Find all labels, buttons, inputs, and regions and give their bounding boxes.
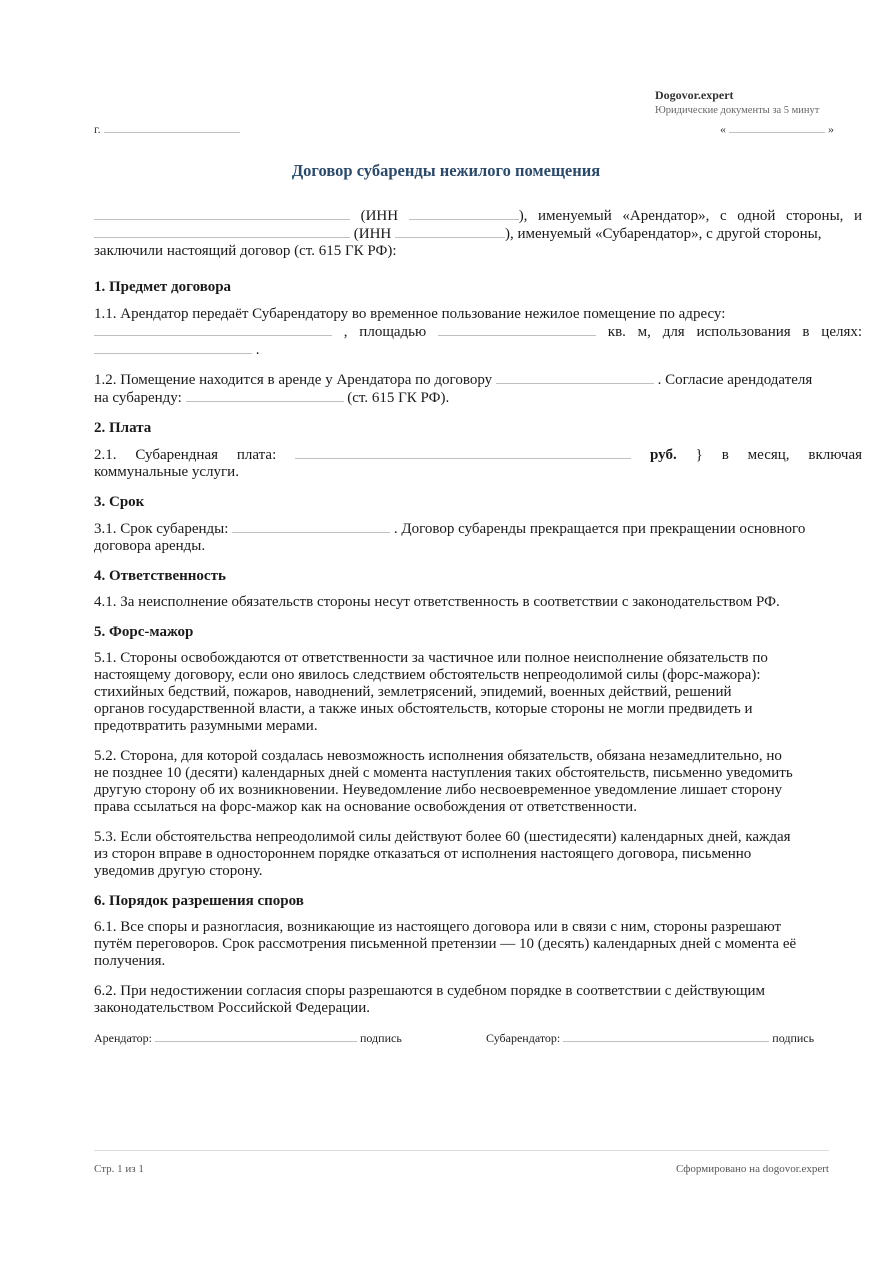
clause-5-2: 5.2. Сторона, для которой создалась невозможность исполнения обязательств, обязана незамедлительно, но не позднее 10 (десяти) календарных дней с момента наступления таких обстоятельств, письменно уведомить другую сторону об их возникновении. Неуведомление либо несвоевременное уведомление лишает сторону права ссылаться на форс-мажор как на основание освобождения от ответственности. <box>94 748 793 815</box>
term-blank <box>232 520 390 533</box>
clause-1-1-line-2: , площадью кв. м, для использования в целях: <box>94 323 862 341</box>
generated-by: Сформировано на dogovor.expert <box>675 1163 829 1175</box>
signature-left-caption: подпись <box>359 1031 402 1045</box>
parties-line-1: (ИНН ), именуемый «Арендатор», с одной стороны, и <box>94 207 862 225</box>
city-blank <box>104 120 240 133</box>
date-close-quote: » <box>828 122 834 136</box>
date-blank <box>729 120 825 133</box>
brand-name: Dogovor.expert <box>655 88 734 102</box>
clause-3-1-line-1: 3.1. Срок субаренды: . Договор субаренды прекращается при прекращении основного <box>94 521 806 537</box>
clause-2-1-line-1: 2.1. Субарендная плата: руб. } в месяц, включая <box>94 447 863 463</box>
date-open-quote: « <box>720 122 726 136</box>
consent-blank <box>186 389 344 402</box>
address-blank <box>94 323 332 336</box>
main-lease-blank <box>496 371 654 384</box>
party1-inn-blank <box>409 207 519 220</box>
signature-right <box>486 1029 814 1046</box>
clause-6-2: 6.2. При недостижении согласия споры разрешаются в судебном порядке в соответствии с действующим законодательством Российской Федерации. <box>94 983 766 1016</box>
clause-1-2-line-1: 1.2. Помещение находится в аренде у Арендатора по договору . Согласие арендодателя <box>94 372 813 388</box>
signature-left <box>94 1029 402 1046</box>
brand-tagline: Юридические документы за 5 минут <box>655 105 820 116</box>
signature-right-label: Субарендатор: <box>486 1031 561 1045</box>
brand-block <box>655 88 855 118</box>
purpose-blank <box>94 341 252 354</box>
parties-line-3: заключили настоящий договор (ст. 615 ГК РФ): <box>94 243 397 259</box>
section-4-heading: 4. Ответственность <box>94 568 226 584</box>
party2-name-blank <box>94 225 350 238</box>
city-prefix: г. <box>94 122 101 136</box>
currency-label: руб. <box>650 447 677 463</box>
clause-6-1: 6.1. Все споры и разногласия, возникающие из настоящего договора или в связи с ним, стороны разрешают путём переговоров. Срок рассмотрения письменной претензии — 10 (десять) календарных дней с момента её получения. <box>94 919 797 969</box>
section-1-heading: 1. Предмет договора <box>94 279 232 295</box>
signature-left-label: Арендатор: <box>94 1031 152 1045</box>
rent-amount-blank <box>295 446 631 459</box>
clause-2-1-line-2: коммунальные услуги. <box>94 464 239 480</box>
section-6-heading: 6. Порядок разрешения споров <box>94 893 304 909</box>
section-2-heading: 2. Плата <box>94 420 152 436</box>
parties-line-2: (ИНН ), именуемый «Субарендатор», с другой стороны, <box>94 225 862 243</box>
page-number: Стр. 1 из 1 <box>94 1163 144 1175</box>
signature-right-caption: подпись <box>772 1031 815 1045</box>
signature-right-blank <box>563 1029 769 1042</box>
clause-3-1-line-2: договора аренды. <box>94 538 206 554</box>
clause-5-1: 5.1. Стороны освобождаются от ответственности за частичное или полное неисполнение обязательств по настоящему договору, если оно явилось следствием обстоятельств непреодолимой силы (форс-мажора): стихийных бедствий, пожаров, наводнений, землетрясений, эпидемий, военных действий, решений органов государственной власти, а также иных обстоятельств, которые стороны не могли предвидеть и предотвратить разумными мерами. <box>94 650 768 734</box>
clause-4-1: 4.1. За неисполнение обязательств стороны несут ответственность в соответствии с законодательством РФ. <box>94 594 780 610</box>
clause-5-3: 5.3. Если обстоятельства непреодолимой силы действуют более 60 (шестидесяти) календарных дней, каждая из сторон вправе в одностороннем порядке отказаться от исполнения настоящего договора, письменно уведомив другую сторону. <box>94 829 791 879</box>
party2-inn-blank <box>395 225 505 238</box>
footer-divider <box>94 1150 829 1151</box>
clause-1-1-line-1: 1.1. Арендатор передаёт Субарендатору во временное пользование нежилое помещение по адресу: <box>94 306 726 322</box>
city-field <box>94 120 240 137</box>
area-blank <box>438 323 596 336</box>
date-field <box>720 120 834 137</box>
document-body <box>94 207 862 1017</box>
signature-left-blank <box>155 1029 357 1042</box>
party1-name-blank <box>94 207 350 220</box>
section-5-heading: 5. Форс-мажор <box>94 624 194 640</box>
clause-1-1-line-3: . <box>94 341 862 359</box>
document-title: Договор субаренды нежилого помещения <box>291 161 601 180</box>
section-3-heading: 3. Срок <box>94 494 145 510</box>
clause-1-2-line-2: на субаренду: (ст. 615 ГК РФ). <box>94 390 450 406</box>
